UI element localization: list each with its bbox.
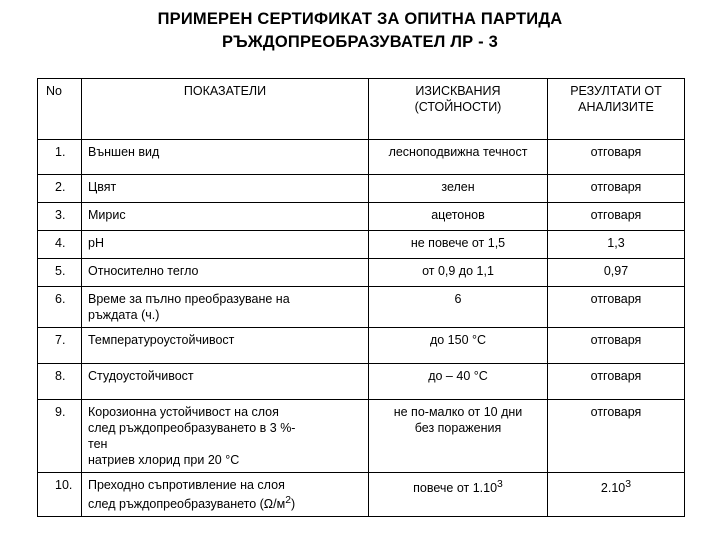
header-results-line-1: РЕЗУЛТАТИ ОТ	[570, 84, 662, 98]
table-row	[38, 231, 685, 259]
row-number: 10.	[38, 473, 82, 517]
table-row	[38, 203, 685, 231]
document-title-line-1: ПРИМЕРЕН СЕРТИФИКАТ ЗА ОПИТНА ПАРТИДА	[157, 10, 563, 28]
row-number: 7.	[38, 328, 82, 364]
row-requirement: лесноподвижна течност	[369, 140, 548, 175]
row-result: отговаря	[548, 328, 685, 364]
row-requirement-line: без поражения	[414, 421, 502, 435]
row-indicator-line: Корозионна устойчивост на слоя	[88, 405, 279, 419]
row-indicator-line: след ръждопреобразуването в 3 %-	[88, 421, 296, 435]
row-indicator-line: ръждата (ч.)	[88, 308, 160, 322]
row-result: 1,3	[548, 231, 685, 259]
row-result: 0,97	[548, 259, 685, 287]
row-indicator: Относително тегло	[82, 259, 369, 287]
row-requirement: ацетонов	[369, 203, 548, 231]
row-indicator: Външен вид	[82, 140, 369, 175]
row-number: 9.	[38, 400, 82, 473]
row-indicator: Температуроустойчивост	[82, 328, 369, 364]
table-row	[38, 259, 685, 287]
row-indicator-line: натриев хлорид при 20 °С	[88, 453, 240, 467]
table-row	[38, 140, 685, 175]
row-result: отговаря	[548, 400, 685, 473]
row-number: 3.	[38, 203, 82, 231]
indicator-text: след ръждопреобразуването (Ω/м	[88, 497, 286, 512]
row-result: отговаря	[548, 364, 685, 400]
indicator-text-end: )	[291, 497, 296, 512]
header-requirements	[369, 79, 548, 140]
certificate-table	[37, 78, 685, 517]
row-number: 5.	[38, 259, 82, 287]
header-no: No	[38, 79, 82, 140]
header-results-line-2: АНАЛИЗИТЕ	[578, 100, 654, 114]
table-header-row	[38, 79, 685, 140]
table-row	[38, 400, 685, 473]
row-requirement: не повече от 1,5	[369, 231, 548, 259]
header-requirements-line-2: (СТОЙНОСТИ)	[414, 100, 502, 114]
row-indicator-line: тен	[88, 437, 108, 451]
header-indicators: ПОКАЗАТЕЛИ	[82, 79, 369, 140]
row-result: отговаря	[548, 175, 685, 203]
row-requirement: 6	[369, 287, 548, 328]
row-indicator	[82, 400, 369, 473]
row-number: 2.	[38, 175, 82, 203]
row-indicator-line: Време за пълно преобразуване на	[88, 292, 290, 306]
row-indicator	[82, 473, 369, 517]
result-superscript: 3	[625, 479, 632, 490]
row-indicator: Цвят	[82, 175, 369, 203]
row-number: 1.	[38, 140, 82, 175]
table-row	[38, 175, 685, 203]
row-requirement-line: не по-малко от 10 дни	[393, 405, 523, 419]
row-indicator-line	[88, 493, 362, 512]
row-result: отговаря	[548, 287, 685, 328]
row-number: 8.	[38, 364, 82, 400]
table-row	[38, 473, 685, 517]
table-row	[38, 287, 685, 328]
row-requirement: зелен	[369, 175, 548, 203]
indicator-superscript: 2	[285, 495, 292, 506]
row-indicator: Мирис	[82, 203, 369, 231]
row-indicator: Студоустойчивост	[82, 364, 369, 400]
row-number: 6.	[38, 287, 82, 328]
row-requirement	[369, 400, 548, 473]
row-requirement: до 150 °С	[369, 328, 548, 364]
row-result	[548, 473, 685, 517]
row-indicator	[82, 287, 369, 328]
requirement-text: повече от 1.10	[413, 481, 498, 496]
table-row	[38, 328, 685, 364]
table-row	[38, 364, 685, 400]
requirement-superscript: 3	[497, 479, 503, 490]
header-results	[548, 79, 685, 140]
row-indicator-line: Преходно съпротивление на слоя	[88, 478, 285, 492]
document-title-line-2: РЪЖДОПРЕОБРАЗУВАТЕЛ ЛР - 3	[222, 33, 498, 51]
row-requirement: до – 40 °С	[369, 364, 548, 400]
result-text: 2.10	[600, 481, 626, 496]
row-number: 4.	[38, 231, 82, 259]
row-indicator: pH	[82, 231, 369, 259]
row-result: отговаря	[548, 203, 685, 231]
row-requirement: от 0,9 до 1,1	[369, 259, 548, 287]
header-requirements-line-1: ИЗИСКВАНИЯ	[415, 84, 501, 98]
row-result: отговаря	[548, 140, 685, 175]
row-requirement	[369, 473, 548, 517]
